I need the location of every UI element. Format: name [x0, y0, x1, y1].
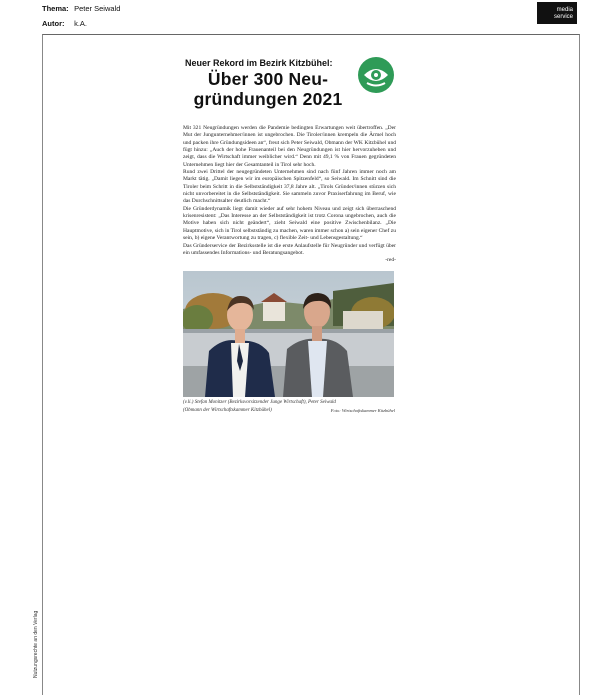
article-body — [183, 125, 396, 265]
article-photo — [183, 271, 394, 397]
eye-icon — [358, 57, 394, 93]
headline-line-2: gründungen 2021 — [193, 89, 343, 109]
autor-label: Autor: — [42, 19, 65, 28]
meta-autor — [42, 19, 87, 28]
article-kicker: Neuer Rekord im Bezirk Kitzbühel: — [185, 58, 333, 68]
photo-caption — [183, 399, 396, 415]
meta-thema — [42, 4, 120, 13]
autor-value: k.A. — [74, 19, 88, 28]
headline-block — [183, 69, 396, 109]
body-paragraph-2: Rund zwei Drittel der neugegründeten Unternehmen sind nach fünf Jahren immer noch am Markt tätig. „Damit liegen wir im europäischen Spitzenfeld“, so Seiwald. Im Schnitt sind die Tiroler beim Schritt in die Selbstständigkeit 37,8 Jahre alt. „Tirols Gründer/innen stürzen sich nicht unvorbereitet in die Selbstständigkeit. Sie sammeln zuvor Praxiserfahrung im Beruf, wie das Durchschnittsalter deutlich macht.“ — [183, 169, 396, 205]
body-paragraph-1: Mit 321 Neugründungen werden die Pandemie bedingten Erwartungen weit übertroffen. „Der Mut der Jungunternehmer/innen ist ungebrochen. Die Tiroler/innen krempeln die Ärmel hoch und packen ihre Gründungsideen an“, freut sich Peter Seiwald, Obmann der WK Kitzbühel und fügt hinzu: „Auch der hohe Frauenanteil bei den Neugründungen ist hier hervorzuheben und zeigt, dass die Wirtschaft immer weiblicher wird.“ Denn mit 49,1 % von Frauen gegründeten Unternehmen liegt hier der Gesamtanteil in Tirol sehr hoch. — [183, 125, 396, 168]
logo-line1: media — [556, 7, 573, 13]
headline-line-1: Über 300 Neu- — [207, 69, 329, 89]
media-service-logo — [537, 2, 577, 24]
article-signature: -red- — [385, 257, 396, 264]
photo-credit: Foto: Wirtschaftskammer Kitzbühel — [330, 407, 395, 413]
article-clipping — [183, 56, 396, 415]
caption-line-1: (v.li.) Stefan Monitzer (Bezirksvorsitzender Junge Wirtschaft), Peter Seiwald — [183, 399, 336, 405]
rights-note-text: Nutzungsrechte an den Verlag — [33, 610, 39, 678]
body-paragraph-4: Das Gründerservice der Bezirksstelle ist die erste Anlaufstelle für Neugründer und verfügt über ein umfassendes Informations- und Beratungsangebot. — [183, 242, 396, 256]
thema-value: Peter Seiwald — [74, 4, 121, 13]
rights-note — [33, 598, 43, 678]
article-headline — [183, 69, 353, 109]
logo-line2: service — [553, 13, 573, 20]
thema-label: Thema: — [42, 4, 69, 13]
caption-line-2: (Obmann der Wirtschaftskammer Kitzbühel) — [183, 407, 272, 413]
body-paragraph-3: Die Gründerdynamik liegt damit wieder auf sehr hohem Niveau und zeigt sich überraschend krisenresistent: „Das Interesse an der Selbstständigkeit ist trotz Corona ungebrochen, auch die Motive haben sich nicht geändert“, zieht Seiwald eine positive Zwischenbilanz. „Die Hauptmotive, sich in Tirol selbstständig zu machen, waren immer schon a) sein eigener Chef zu sein, b) eigene Verantwortung zu tragen, c) flexible Zeit- und Lebensgestaltung.“ — [183, 205, 396, 242]
